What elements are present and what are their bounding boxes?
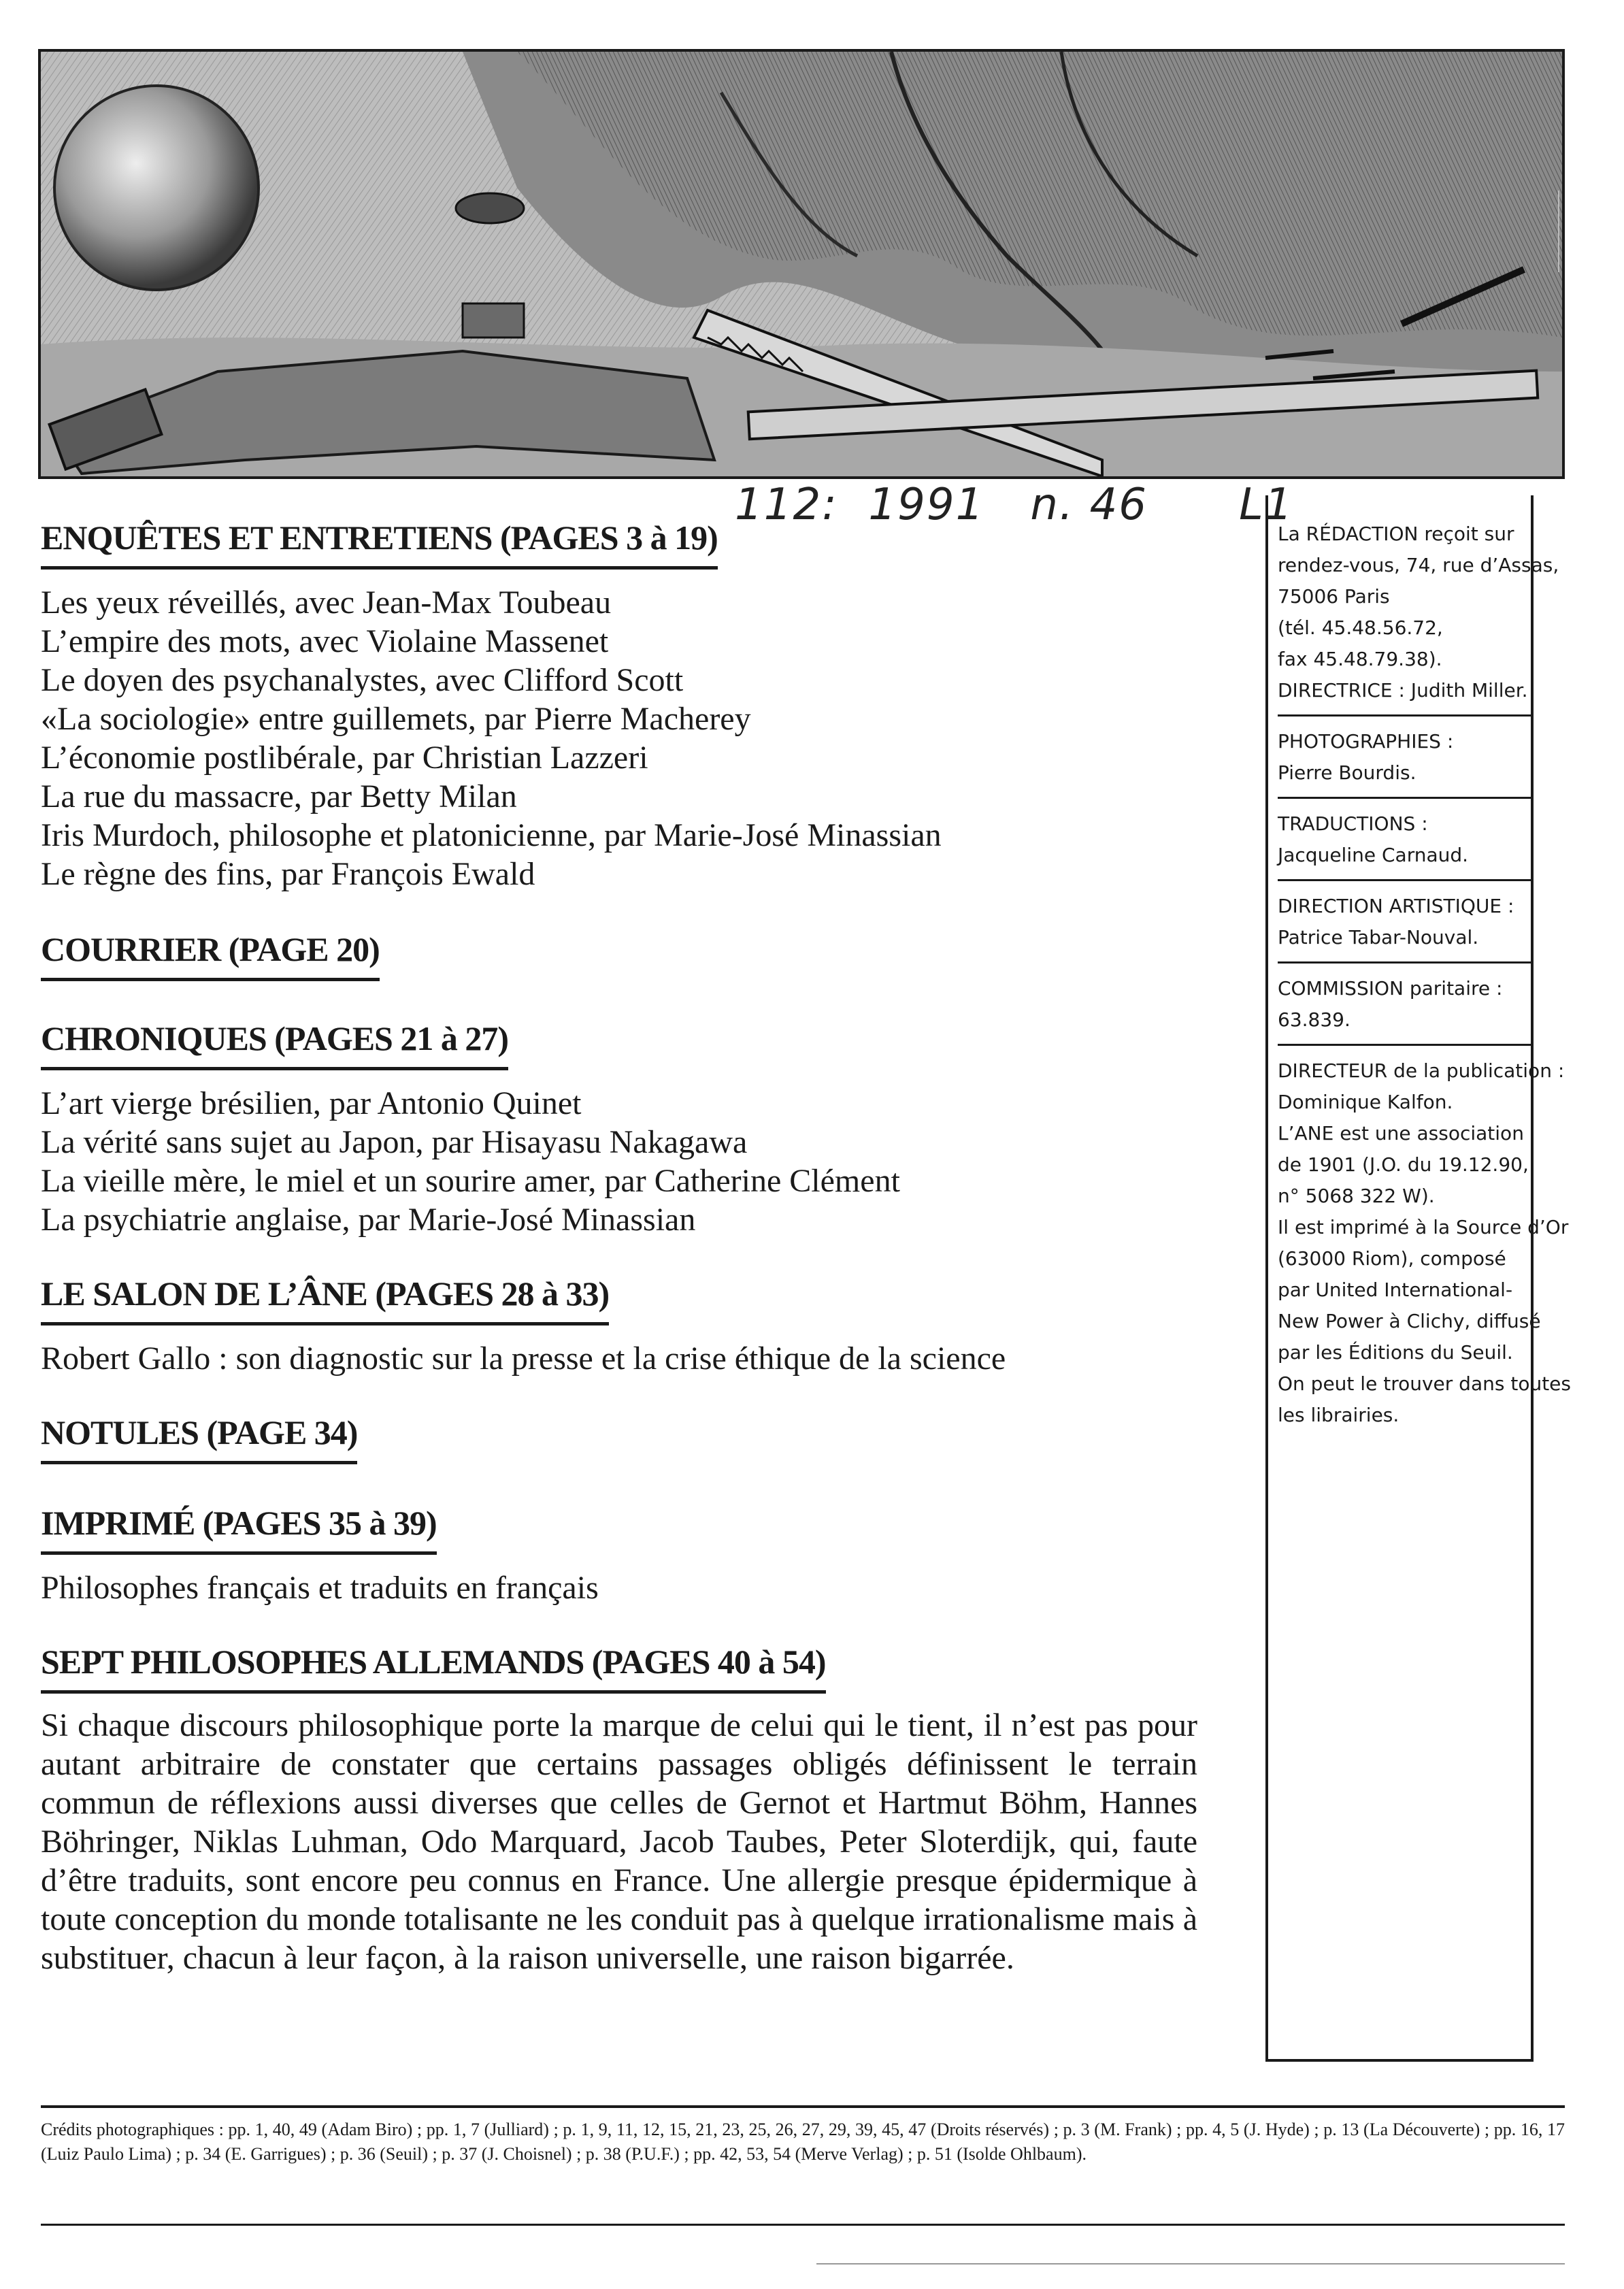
sidebar-line: COMMISSION paritaire :: [1278, 977, 1503, 1000]
section-items: [41, 583, 1238, 893]
section-items: [41, 1084, 1238, 1239]
sidebar-line: Jacqueline Carnaud.: [1278, 844, 1469, 866]
sidebar-line: rendez-vous, 74, rue d’Assas,: [1278, 554, 1559, 576]
sidebar-line: DIRECTRICE : Judith Miller.: [1278, 679, 1528, 702]
engraving-illustration: [38, 49, 1565, 479]
directeur-block: [1278, 1055, 1571, 1439]
sidebar-line: DIRECTEUR de la publication :: [1278, 1059, 1565, 1082]
list-item: Le règne des fins, par François Ewald: [41, 856, 535, 892]
sidebar-line: par les Éditions du Seuil.: [1278, 1341, 1513, 1364]
section-chroniques: [41, 1018, 1238, 1239]
sidebar-line: les librairies.: [1278, 1404, 1399, 1426]
list-item: L’empire des mots, avec Violaine Massenet: [41, 623, 609, 659]
section-paragraph: Si chaque discours philosophique porte la marque de celui qui le tient, il n’est pas pour autant arbitraire de constater que certains passages obligés définissent le terrain commun de réflexions aussi diverses que celles de Gernot et Hartmut Böhm, Hannes Böhringer, Niklas Luhman, Odo Marquard, Jacob Taubes, Peter Sloterdijk, qui, faute d’être traduits, sont encore peu connus en France. Une allergie presque épidermique à toute conception du monde totalisante ne les conduit pas à quelque irrationalisme mais à substituer, chacun à leur façon, à la raison universelle, une raison bigarrée.: [41, 1707, 1197, 1976]
list-item: La vieille mère, le miel et un sourire amer, par Catherine Clément: [41, 1163, 900, 1199]
section-heading: COURRIER (PAGE 20): [41, 929, 380, 981]
sidebar-line: On peut le trouver dans toutes: [1278, 1372, 1571, 1395]
list-item: La psychiatrie anglaise, par Marie-José Minassian: [41, 1202, 696, 1238]
section-items: [41, 1339, 1238, 1378]
section-salon: [41, 1273, 1238, 1378]
section-heading: IMPRIMÉ (PAGES 35 à 39): [41, 1502, 437, 1555]
section-imprime: [41, 1502, 1238, 1607]
photographies-block: [1278, 726, 1531, 799]
sidebar-line: n° 5068 322 W).: [1278, 1185, 1435, 1207]
footer-divider: [41, 2224, 1565, 2226]
footer-divider-faint: [816, 2263, 1565, 2265]
sidebar-line: Pierre Bourdis.: [1278, 761, 1416, 784]
commission-block: [1278, 973, 1531, 1046]
list-item: Les yeux réveillés, avec Jean-Max Toubeau: [41, 584, 612, 621]
list-item: L’art vierge brésilien, par Antonio Quinet: [41, 1085, 582, 1121]
list-item: L’économie postlibérale, par Christian Lazzeri: [41, 740, 648, 776]
sidebar-line: de 1901 (J.O. du 19.12.90,: [1278, 1153, 1529, 1176]
sidebar-line: L’ANE est une association: [1278, 1122, 1524, 1144]
photo-credits: Crédits photographiques : pp. 1, 40, 49 (Adam Biro) ; pp. 1, 7 (Julliard) ; p. 1, 9, 11, 12, 15, 21, 23, 25, 26, 27, 29, 39, 45, 47 (Droits réservés) ; p. 3 (M. Frank) ; pp. 4, 5 (J. Hyde) ; p. 13 (La Découverte) ; pp. 16, 17 (Luiz Paulo Lima) ; p. 34 (E. Garrigues) ; p. 36 (Seuil) ; p. 37 (J. Choisnel) ; p. 38 (P.U.F.) ; pp. 42, 53, 54 (Merve Verlag) ; p. 51 (Isolde Ohlbaum).: [41, 2105, 1565, 2167]
sidebar-line: fax 45.48.79.38).: [1278, 648, 1442, 670]
section-items: [41, 1568, 1238, 1607]
sidebar-line: par United International-: [1278, 1279, 1513, 1301]
scan-edge-mark: [1558, 191, 1559, 272]
list-item: Robert Gallo : son diagnostic sur la presse et la crise éthique de la science: [41, 1340, 1006, 1377]
engraving-picture: [41, 52, 1562, 476]
sidebar-line: DIRECTION ARTISTIQUE :: [1278, 895, 1514, 917]
traductions-block: [1278, 808, 1531, 881]
sidebar-line: (63000 Riom), composé: [1278, 1247, 1506, 1270]
sidebar-line: New Power à Clichy, diffusé: [1278, 1310, 1541, 1332]
section-sept-philosophes: [41, 1641, 1238, 1977]
sidebar-line: Dominique Kalfon.: [1278, 1091, 1453, 1113]
section-notules: [41, 1412, 1238, 1464]
section-heading: ENQUÊTES ET ENTRETIENS (PAGES 3 à 19): [41, 517, 718, 570]
list-item: La vérité sans sujet au Japon, par Hisayasu Nakagawa: [41, 1124, 748, 1160]
masthead-sidebar: [1265, 495, 1571, 2062]
sidebar-line: Patrice Tabar-Nouval.: [1278, 926, 1479, 949]
list-item: La rue du massacre, par Betty Milan: [41, 778, 517, 814]
redaction-block: [1278, 518, 1559, 717]
section-heading: SEPT PHILOSOPHES ALLEMANDS (PAGES 40 à 54): [41, 1641, 826, 1694]
sidebar-line: 75006 Paris: [1278, 585, 1390, 608]
list-item: Le doyen des psychanalystes, avec Clifford Scott: [41, 662, 684, 698]
list-item: Iris Murdoch, philosophe et platonicienne, par Marie-José Minassian: [41, 817, 942, 853]
list-item: Philosophes français et traduits en français: [41, 1570, 599, 1606]
direction-artistique-block: [1278, 891, 1531, 964]
table-of-contents: [41, 517, 1238, 1977]
sidebar-line: PHOTOGRAPHIES :: [1278, 730, 1454, 753]
list-item: «La sociologie» entre guillemets, par Pierre Macherey: [41, 701, 751, 737]
sidebar-line: Il est imprimé à la Source d’Or: [1278, 1216, 1569, 1238]
section-heading: NOTULES (PAGE 34): [41, 1412, 357, 1464]
sidebar-line: (tél. 45.48.56.72,: [1278, 616, 1443, 639]
section-enquetes: [41, 517, 1238, 893]
handwritten-annotation: 112: 1991 n. 46 L1: [735, 480, 1294, 530]
sidebar-line: TRADUCTIONS :: [1278, 812, 1428, 835]
section-heading: LE SALON DE L’ÂNE (PAGES 28 à 33): [41, 1273, 609, 1325]
section-courrier: [41, 929, 1238, 981]
section-heading: CHRONIQUES (PAGES 21 à 27): [41, 1018, 508, 1070]
sidebar-line: 63.839.: [1278, 1008, 1350, 1031]
sidebar-line: La RÉDACTION reçoit sur: [1278, 523, 1514, 545]
